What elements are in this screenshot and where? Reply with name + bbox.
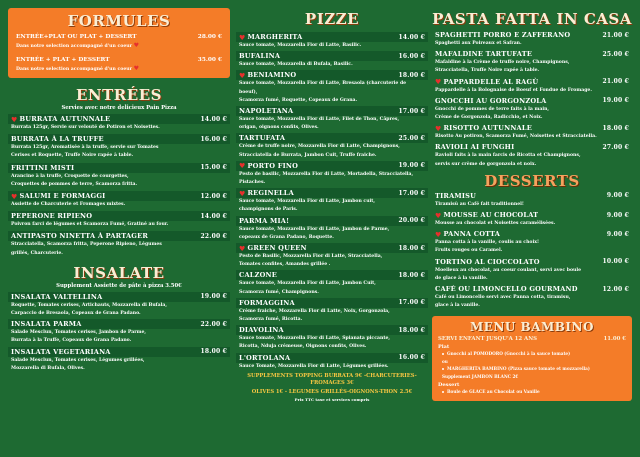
menu-item-name-wrap — [239, 162, 298, 170]
menu-item-name: INSALATA PARMA — [11, 320, 82, 329]
menu-item-header — [236, 133, 428, 143]
menu-item-description: Fruits rouges ou Caramel. — [435, 248, 503, 254]
menu-item-header — [236, 325, 428, 335]
insalate-title: INSALATE — [73, 263, 165, 282]
menu-item-description: servis sur crème de gorgonzola et noix. — [435, 161, 537, 167]
menu-item-header — [236, 243, 428, 253]
menu-item — [236, 161, 428, 187]
menu-item-description: glace à la vanille. — [435, 303, 480, 309]
bambino-box — [432, 316, 632, 401]
heart-icon: ♥ — [435, 123, 442, 133]
menu-item-description: Gnocchi de pommes de terre faits à la main, — [435, 106, 550, 112]
menu-item-price: 25.00 € — [602, 50, 629, 58]
menu-item-name-wrap — [435, 285, 578, 293]
heart-icon: ♥ — [239, 188, 246, 198]
menu-item-description: Mozzarella di Bufala, Olives. — [11, 365, 85, 371]
menu-item-header — [432, 96, 632, 106]
menu-item-description: Sauce Tomate, Mozzarella Fior di Latte, Légumes grillées. — [239, 363, 389, 369]
menu-item-name-wrap — [11, 212, 92, 220]
bambino-title: MENU BAMBINO — [470, 320, 594, 335]
menu-item-name: SALUMI E FORMAGGI — [19, 192, 106, 201]
menu-item-header — [8, 347, 230, 357]
menu-item — [8, 231, 230, 257]
menu-item-name-wrap — [435, 258, 540, 266]
menu-item-price: 9.00 € — [606, 211, 629, 219]
menu-item-description: Poivron farci de légumes et Scamorza Fumé, Gratiné au four. — [11, 222, 169, 228]
menu-item-description: Crème de Gorgonzola, Radicchio, et Noix. — [435, 115, 543, 121]
menu-item-price: 17.00 € — [398, 189, 425, 197]
heart-icon: ♥ — [435, 229, 442, 239]
bullet-icon — [442, 391, 444, 393]
menu-item-name-wrap — [11, 232, 148, 240]
bambino-dessert-text: Boule de GLACE au Chocolat ou Vanille — [447, 389, 540, 395]
heart-icon: ♥ — [435, 210, 442, 220]
menu-item-header — [8, 211, 230, 221]
heart-icon: ♥ — [239, 243, 246, 253]
menu-item-header — [236, 216, 428, 226]
menu-item-name-wrap — [239, 52, 280, 60]
menu-item — [432, 284, 632, 310]
formule-2 — [16, 57, 222, 63]
menu-item-header — [236, 70, 428, 80]
menu-item — [8, 211, 230, 229]
menu-item-price: 18.00 € — [602, 124, 629, 132]
menu-item-header — [236, 106, 428, 116]
menu-item-name-wrap — [239, 33, 303, 41]
menu-item-header — [236, 270, 428, 280]
menu-item-header — [432, 284, 632, 294]
menu-item-name-wrap — [435, 31, 570, 39]
menu-item-name-wrap — [11, 164, 74, 172]
menu-item-description: Stracciatella, Scamorza fritta, Peperone Ripieno, Légumes — [11, 242, 162, 248]
heart-icon: ♥ — [133, 42, 139, 49]
menu-item-name: RAVIOLI AI FUNGHI — [435, 143, 515, 152]
bambino-price: 11.00 € — [603, 336, 626, 343]
bambino-line-3-text: MARGHERITA BAMBINO (Pizza sauce tomate et mozzarella) — [447, 366, 590, 372]
menu-item-description: Ricotta, Nduja crémeuse, Oignons confits, Olives. — [239, 344, 367, 350]
menu-item-description: Crème fraiche, Mozzarella Fior di Latte, Noix, Gorgonzola, — [239, 308, 390, 314]
menu-item-name-wrap — [11, 135, 104, 143]
menu-item — [8, 347, 230, 373]
menu-item-header — [8, 319, 230, 329]
menu-item-name: GNOCCHI AU GORGONZOLA — [435, 96, 547, 105]
menu-item-description: Tiramisù au Café fait traditionnel! — [435, 201, 524, 207]
menu-item-price: 18.00 € — [200, 348, 227, 356]
menu-item-description: origan, oignons confits, Olives. — [239, 125, 319, 131]
menu-item — [432, 142, 632, 168]
menu-item — [236, 298, 428, 324]
menu-item-name: BENIAMINO — [247, 71, 297, 80]
menu-item — [8, 292, 230, 318]
menu-item-name-wrap — [435, 143, 514, 151]
menu-item-description: Burrata 125gr, Servie sur velouté de Potiron et Noisettes. — [11, 125, 160, 130]
pizze-footer-1: SUPPLEMENTS TOPPING BURRATA 9€ -CHARCUTERIES-FROMAGES 3€ — [247, 372, 417, 386]
desserts-title: DESSERTS — [484, 171, 580, 190]
menu-item — [432, 191, 632, 209]
heart-icon: ♥ — [239, 32, 246, 42]
menu-item-name-wrap — [435, 124, 532, 132]
menu-item-price: 14.00 € — [398, 33, 425, 41]
menu-item-description: Salade Mesclun, Tomates cerises, Jambon de Parme, — [11, 330, 147, 336]
menu-item — [432, 210, 632, 228]
formule-1-note-row — [16, 42, 222, 49]
menu-item-header — [432, 49, 632, 59]
menu-item-name-wrap — [435, 211, 538, 219]
menu-item-header — [236, 188, 428, 198]
menu-item-name: BUFALINA — [239, 52, 281, 61]
menu-item-header — [432, 191, 632, 201]
formule-2-note-row — [16, 65, 222, 72]
menu-item-description: Carpaccio de Bresaola, Copeaux de Grana Padano. — [11, 311, 141, 317]
bambino-dessert-line — [438, 389, 626, 396]
menu-item-name: PARMA MIA! — [239, 216, 290, 225]
menu-item-price: 27.00 € — [602, 143, 629, 151]
menu-item-header — [432, 123, 632, 133]
menu-item-name: FORMAGGINA — [239, 298, 295, 307]
menu-item-description: Salade Mesclun, Tomates cerises, Légumes grillées, — [11, 357, 145, 363]
formule-2-note: Dans notre selection accompagné d'un coeur — [16, 67, 132, 72]
menu-item-description: de glace à la vanille. — [435, 275, 488, 281]
menu-item-name: PORTO FINO — [247, 161, 299, 170]
menu-item-name-wrap — [11, 115, 110, 123]
menu-item-price: 19.00 € — [200, 293, 227, 301]
menu-item-name: CALZONE — [239, 271, 278, 280]
menu-item — [236, 106, 428, 132]
pizze-footer-2: OLIVES 1€ - LEGUMES GRILLÉS-OIGNONS-THON 2.5€ — [251, 388, 413, 395]
menu-item-description: Assiette de Charcuterie et Fromages mixtes. — [11, 202, 126, 208]
menu-item — [432, 257, 632, 283]
menu-item-description: Panna cotta à la vanille, coulis au choix! — [435, 240, 539, 246]
menu-item-header — [8, 114, 230, 124]
menu-item-price: 14.00 € — [200, 212, 227, 220]
menu-item — [432, 229, 632, 255]
menu-item-name-wrap — [11, 192, 105, 200]
menu-item-description: Pesto de basilic, Mozzarella Fior di Latte, Mortadella, Stracciatella, — [239, 171, 414, 177]
menu-item — [236, 32, 428, 50]
menu-item-price: 21.00 € — [602, 31, 629, 39]
heart-icon: ♥ — [11, 191, 18, 201]
menu-item-description: Sauce tomate, Mozzarella Fior di Latte, Jambon cuit, — [239, 199, 376, 205]
menu-item-description: Burrata 125gr, Aromatisée à la truffe, servie sur Tomates — [11, 145, 159, 151]
menu-item-description: Pappardelle à la Bolognaise de Boeuf et Fondue de Fromage. — [435, 87, 592, 93]
menu-item — [432, 30, 632, 48]
menu-item-name-wrap — [239, 271, 277, 279]
menu-item-name: INSALATA VALTELLINA — [11, 292, 103, 301]
formule-1-price: 28.00 € — [197, 34, 222, 40]
menu-item-description: Arancine à la truffe, Croquette de courgettes, — [11, 173, 129, 179]
menu-item-description: Stracciatella de Burrata, Jambon Cuit, Truffe fraiche. — [239, 152, 377, 158]
menu-item-name: INSALATA VEGETARIANA — [11, 347, 111, 356]
menu-item — [8, 134, 230, 160]
menu-item-price: 9.00 € — [606, 192, 629, 200]
menu-item-header — [432, 229, 632, 239]
menu-item — [432, 77, 632, 95]
menu-item — [236, 243, 428, 269]
heart-icon: ♥ — [133, 65, 139, 72]
left-column — [8, 8, 230, 374]
menu-item — [8, 319, 230, 345]
bullet-icon — [442, 353, 444, 355]
menu-item-price: 12.00 € — [200, 192, 227, 200]
menu-item-name-wrap — [239, 217, 289, 225]
menu-item-price: 17.00 € — [398, 299, 425, 307]
menu-item-description: Stracciatella, Truffe Noire rapée à table. — [435, 68, 540, 74]
insalate-list — [8, 292, 230, 373]
menu-item-description: Café ou Limoncello servi avec Panna cotta, tiramisu, — [435, 295, 571, 301]
menu-item-price: 18.00 € — [398, 326, 425, 334]
menu-item — [236, 70, 428, 105]
menu-item-description: champignons de Paris. — [239, 207, 298, 213]
entrees-title: ENTRÉES — [76, 86, 162, 104]
menu-item-name-wrap — [239, 299, 295, 307]
menu-item-price: 17.00 € — [398, 107, 425, 115]
menu-item-name-wrap — [239, 244, 307, 252]
menu-item-header — [8, 231, 230, 241]
menu-item-name-wrap — [11, 348, 111, 356]
menu-item-description: Mafaldine à la Crème de truffe noire, Champignons, — [435, 60, 570, 66]
menu-item-price: 10.00 € — [602, 258, 629, 266]
menu-item-header — [236, 161, 428, 171]
menu-item-name: CAFÉ OU LIMONCELLO GOURMAND — [435, 285, 578, 294]
menu-item-header — [236, 32, 428, 42]
bambino-line-4: Supplement JAMBON BLANC 2€ — [442, 373, 519, 379]
menu-item — [236, 216, 428, 242]
menu-item-description: Ravioli faits à la main farcis de Ricotta et Champignons, — [435, 153, 581, 159]
menu-item-description: Scamorza fumé, Champignons. — [239, 289, 319, 295]
menu-item-name: L'ORTOLANA — [239, 353, 291, 362]
menu-item-description: Crème de truffe noire, Mozzarella Fior di Latte, Champignons, — [239, 144, 400, 150]
menu-item-name: TIRAMISU — [435, 191, 477, 200]
menu-item — [8, 191, 230, 209]
desserts-list — [432, 191, 632, 311]
menu-item-price: 20.00 € — [398, 217, 425, 225]
menu-item — [432, 96, 632, 122]
menu-item-name: ANTIPASTO NINETTA À PARTAGER — [11, 232, 148, 241]
menu-item-description: Sauce tomate, Mozzarella Fior di Latte, Basilic. — [239, 43, 362, 48]
menu-item-header — [432, 77, 632, 87]
price-note: Prix TTC taxe et services compris — [294, 396, 370, 402]
menu-item-name: REGINELLA — [247, 189, 294, 198]
menu-item-description: Mousse au chocolat et Noisettes caramélisées. — [435, 221, 556, 227]
menu-item — [236, 270, 428, 296]
menu-item-name-wrap — [435, 192, 476, 200]
menu-item-name: RISOTTO AUTUNNALE — [443, 124, 532, 133]
menu-item-header — [236, 298, 428, 308]
menu-item — [236, 353, 428, 371]
menu-item-name: BURRATA AUTUNNALE — [19, 115, 111, 123]
menu-item-name: BURRATA À LA TRUFFE — [11, 135, 104, 144]
menu-item-description: Roquette, Tomates cerises, Artichauts, Mozzarella di Bufala, — [11, 302, 167, 308]
menu-item-header — [432, 142, 632, 152]
menu-item-description: Sauce tomate, Mozzarella Fior di Latte, Spianata piccante, — [239, 336, 390, 342]
menu-item-description: Sauce tomate, Mozzarella Fior di Latte, Jambon de Parme, — [239, 226, 390, 232]
menu-item-name: TARTUFATA — [239, 134, 286, 143]
bambino-line-2: ou — [442, 358, 448, 364]
menu-item-header — [236, 353, 428, 363]
menu-item-price: 12.00 € — [602, 285, 629, 293]
menu-item-price: 18.00 € — [398, 271, 425, 279]
menu-item-price: 16.00 € — [398, 354, 425, 362]
menu-item-name-wrap — [435, 78, 538, 86]
entrees-list — [8, 114, 230, 258]
menu-item-price: 22.00 € — [200, 320, 227, 328]
menu-item — [236, 51, 428, 69]
menu-item-name: PEPERONE RIPIENO — [11, 212, 93, 221]
formules-title: FORMULES — [67, 12, 171, 30]
menu-item-name: DIAVOLINA — [239, 326, 284, 335]
formule-1 — [16, 34, 222, 40]
menu-item-description: Sauce tomate, Mozzarella Fior di Latte, Filet de Thon, Câpres, — [239, 117, 400, 123]
menu-item-header — [236, 51, 428, 61]
formule-1-name: ENTRÉE+PLAT OU PLAT + DESSERT — [16, 34, 137, 40]
menu-item-name-wrap — [435, 97, 546, 105]
menu-item-price: 22.00 € — [200, 232, 227, 240]
menu-item-price: 18.00 € — [398, 71, 425, 79]
menu-item-price: 19.00 € — [398, 162, 425, 170]
menu-item-price: 15.00 € — [200, 164, 227, 172]
formule-1-note: Dans notre selection accompagné d'un coeur — [16, 44, 132, 49]
menu-item-description: Pistaches. — [239, 180, 266, 186]
formule-2-price: 35.00 € — [197, 57, 222, 63]
menu-item-price: 16.00 € — [200, 135, 227, 143]
menu-item-header — [8, 163, 230, 173]
menu-item-name: MAFALDINE TARTUFATE — [435, 50, 533, 59]
menu-item-name: FRITTINI MISTI — [11, 163, 75, 172]
menu-item — [432, 123, 632, 141]
bullet-icon — [442, 368, 444, 370]
menu-item-name-wrap — [239, 189, 294, 197]
pizze-list — [236, 32, 428, 371]
bambino-plat-label: Plat — [438, 344, 450, 351]
formules-box — [8, 8, 230, 78]
menu-item-price: 18.00 € — [398, 244, 425, 252]
bambino-head-row — [438, 336, 626, 342]
menu-item-header — [432, 257, 632, 267]
menu-item — [8, 163, 230, 189]
menu-item-description: Sauce tomate, Mozzarella di Bufala, Basilic. — [239, 62, 353, 68]
right-column — [432, 8, 632, 401]
menu-item-description: Risotto Au potiron, Scamorza Fumé, Noisettes et Stracciatella. — [435, 134, 597, 140]
menu-item-description: Spaghetti aux Poireaux et Safran. — [435, 41, 522, 46]
menu-item-name: SPAGHETTI PORRO E ZAFFERANO — [435, 31, 571, 39]
menu-item-description: Scamorza fumé, Roquette, Copeaux de Grana. — [239, 97, 358, 103]
menu-item-name: TORTINO AL CIOCCOLATO — [435, 257, 540, 266]
menu-item-name-wrap — [11, 293, 102, 301]
heart-icon: ♥ — [239, 161, 246, 171]
menu-item-description: grillés, Charcuterie. — [11, 250, 63, 256]
menu-item-header — [432, 210, 632, 220]
menu-item-name: GREEN QUEEN — [247, 244, 307, 253]
formule-2-name: ENTRÉE + PLAT + DESSERT — [16, 57, 110, 63]
heart-icon: ♥ — [239, 70, 246, 80]
menu-item — [236, 133, 428, 159]
menu-item-name-wrap — [239, 107, 293, 115]
menu-item-description: Pesto de Basilic, Mozzarella Fior di Latte, Stracciatella, — [239, 254, 383, 260]
menu-item-price: 14.00 € — [200, 115, 227, 123]
insalate-subtitle: Supplement Assiette de pâte à pizza 3.50€ — [56, 282, 182, 289]
bambino-line-1-text: Gnocchi al POMODORO (Gnocchi à la sauce tomate) — [447, 351, 571, 357]
menu-item-name-wrap — [11, 320, 82, 328]
menu-item — [8, 114, 230, 132]
menu-item-name: NAPOLETANA — [239, 107, 294, 116]
bambino-line-3 — [438, 366, 626, 373]
menu-item-description: copeaux de Grana Padano, Roquette. — [239, 234, 334, 240]
menu-item-name: MARGHERITA — [247, 33, 303, 41]
menu-item-header — [432, 30, 632, 40]
menu-item-description: Moelleux au chocolat, au coeur coulant, servi avec boule — [435, 267, 582, 273]
menu-item-name-wrap — [435, 50, 532, 58]
menu-item-header — [8, 134, 230, 144]
menu-item-name-wrap — [239, 134, 285, 142]
menu-item-description: Cerises et Roquette, Truffe Noire rapée à table. — [11, 153, 134, 159]
menu-item-description: Tomates confites, Amandes grillée . — [239, 262, 331, 268]
menu-item-price: 19.00 € — [602, 97, 629, 105]
bambino-head: SERVI ENFANT JUSQU'A 12 ANS — [438, 336, 538, 343]
entrees-subtitle: Servies avec notre delicieux Pain Pizza — [61, 105, 177, 111]
pizze-title: PIZZE — [304, 10, 360, 28]
heart-icon: ♥ — [11, 114, 18, 124]
menu-item-name-wrap — [435, 230, 500, 238]
bambino-line-1 — [438, 351, 626, 358]
menu-item-description: Scamorza fumé, Ricotta. — [239, 317, 303, 323]
menu-item-header — [8, 191, 230, 201]
menu-item-description: Burrata à la Truffe, Copeaux de Grana Padano. — [11, 338, 132, 344]
bambino-dessert-label: Dessert — [438, 382, 460, 389]
menu-item — [432, 49, 632, 75]
menu-item-price: 21.00 € — [602, 78, 629, 86]
heart-icon: ♥ — [435, 77, 442, 87]
menu-item-description: Sauce tomate, Mozzarella Fior di Latte, Bresaola (charcuterie de boeuf), — [239, 81, 407, 95]
menu-item-name-wrap — [239, 326, 284, 334]
pasta-list — [432, 30, 632, 169]
menu-item-name: PANNA COTTA — [443, 230, 501, 239]
menu-item-price: 25.00 € — [398, 134, 425, 142]
menu-item-name-wrap — [239, 354, 290, 362]
middle-column — [236, 8, 428, 402]
menu-item-price: 16.00 € — [398, 52, 425, 60]
menu-item-description: Sauce tomate, Mozzarella Fior di Latte, Jambon Cuit, — [239, 281, 376, 287]
menu-item — [236, 188, 428, 214]
menu-item-description: Croquettes de pommes de terre, Scamorza fritta. — [11, 181, 138, 187]
menu-item-price: 9.00 € — [606, 230, 629, 238]
menu-item-name-wrap — [239, 71, 296, 79]
pasta-title: PASTA FATTA IN CASA — [432, 10, 632, 28]
menu-item — [236, 325, 428, 351]
menu-item-name: PAPPARDELLE AL RAGÙ — [443, 77, 539, 86]
menu-item-name: MOUSSE AU CHOCOLAT — [443, 211, 539, 220]
menu-item-header — [8, 292, 230, 302]
